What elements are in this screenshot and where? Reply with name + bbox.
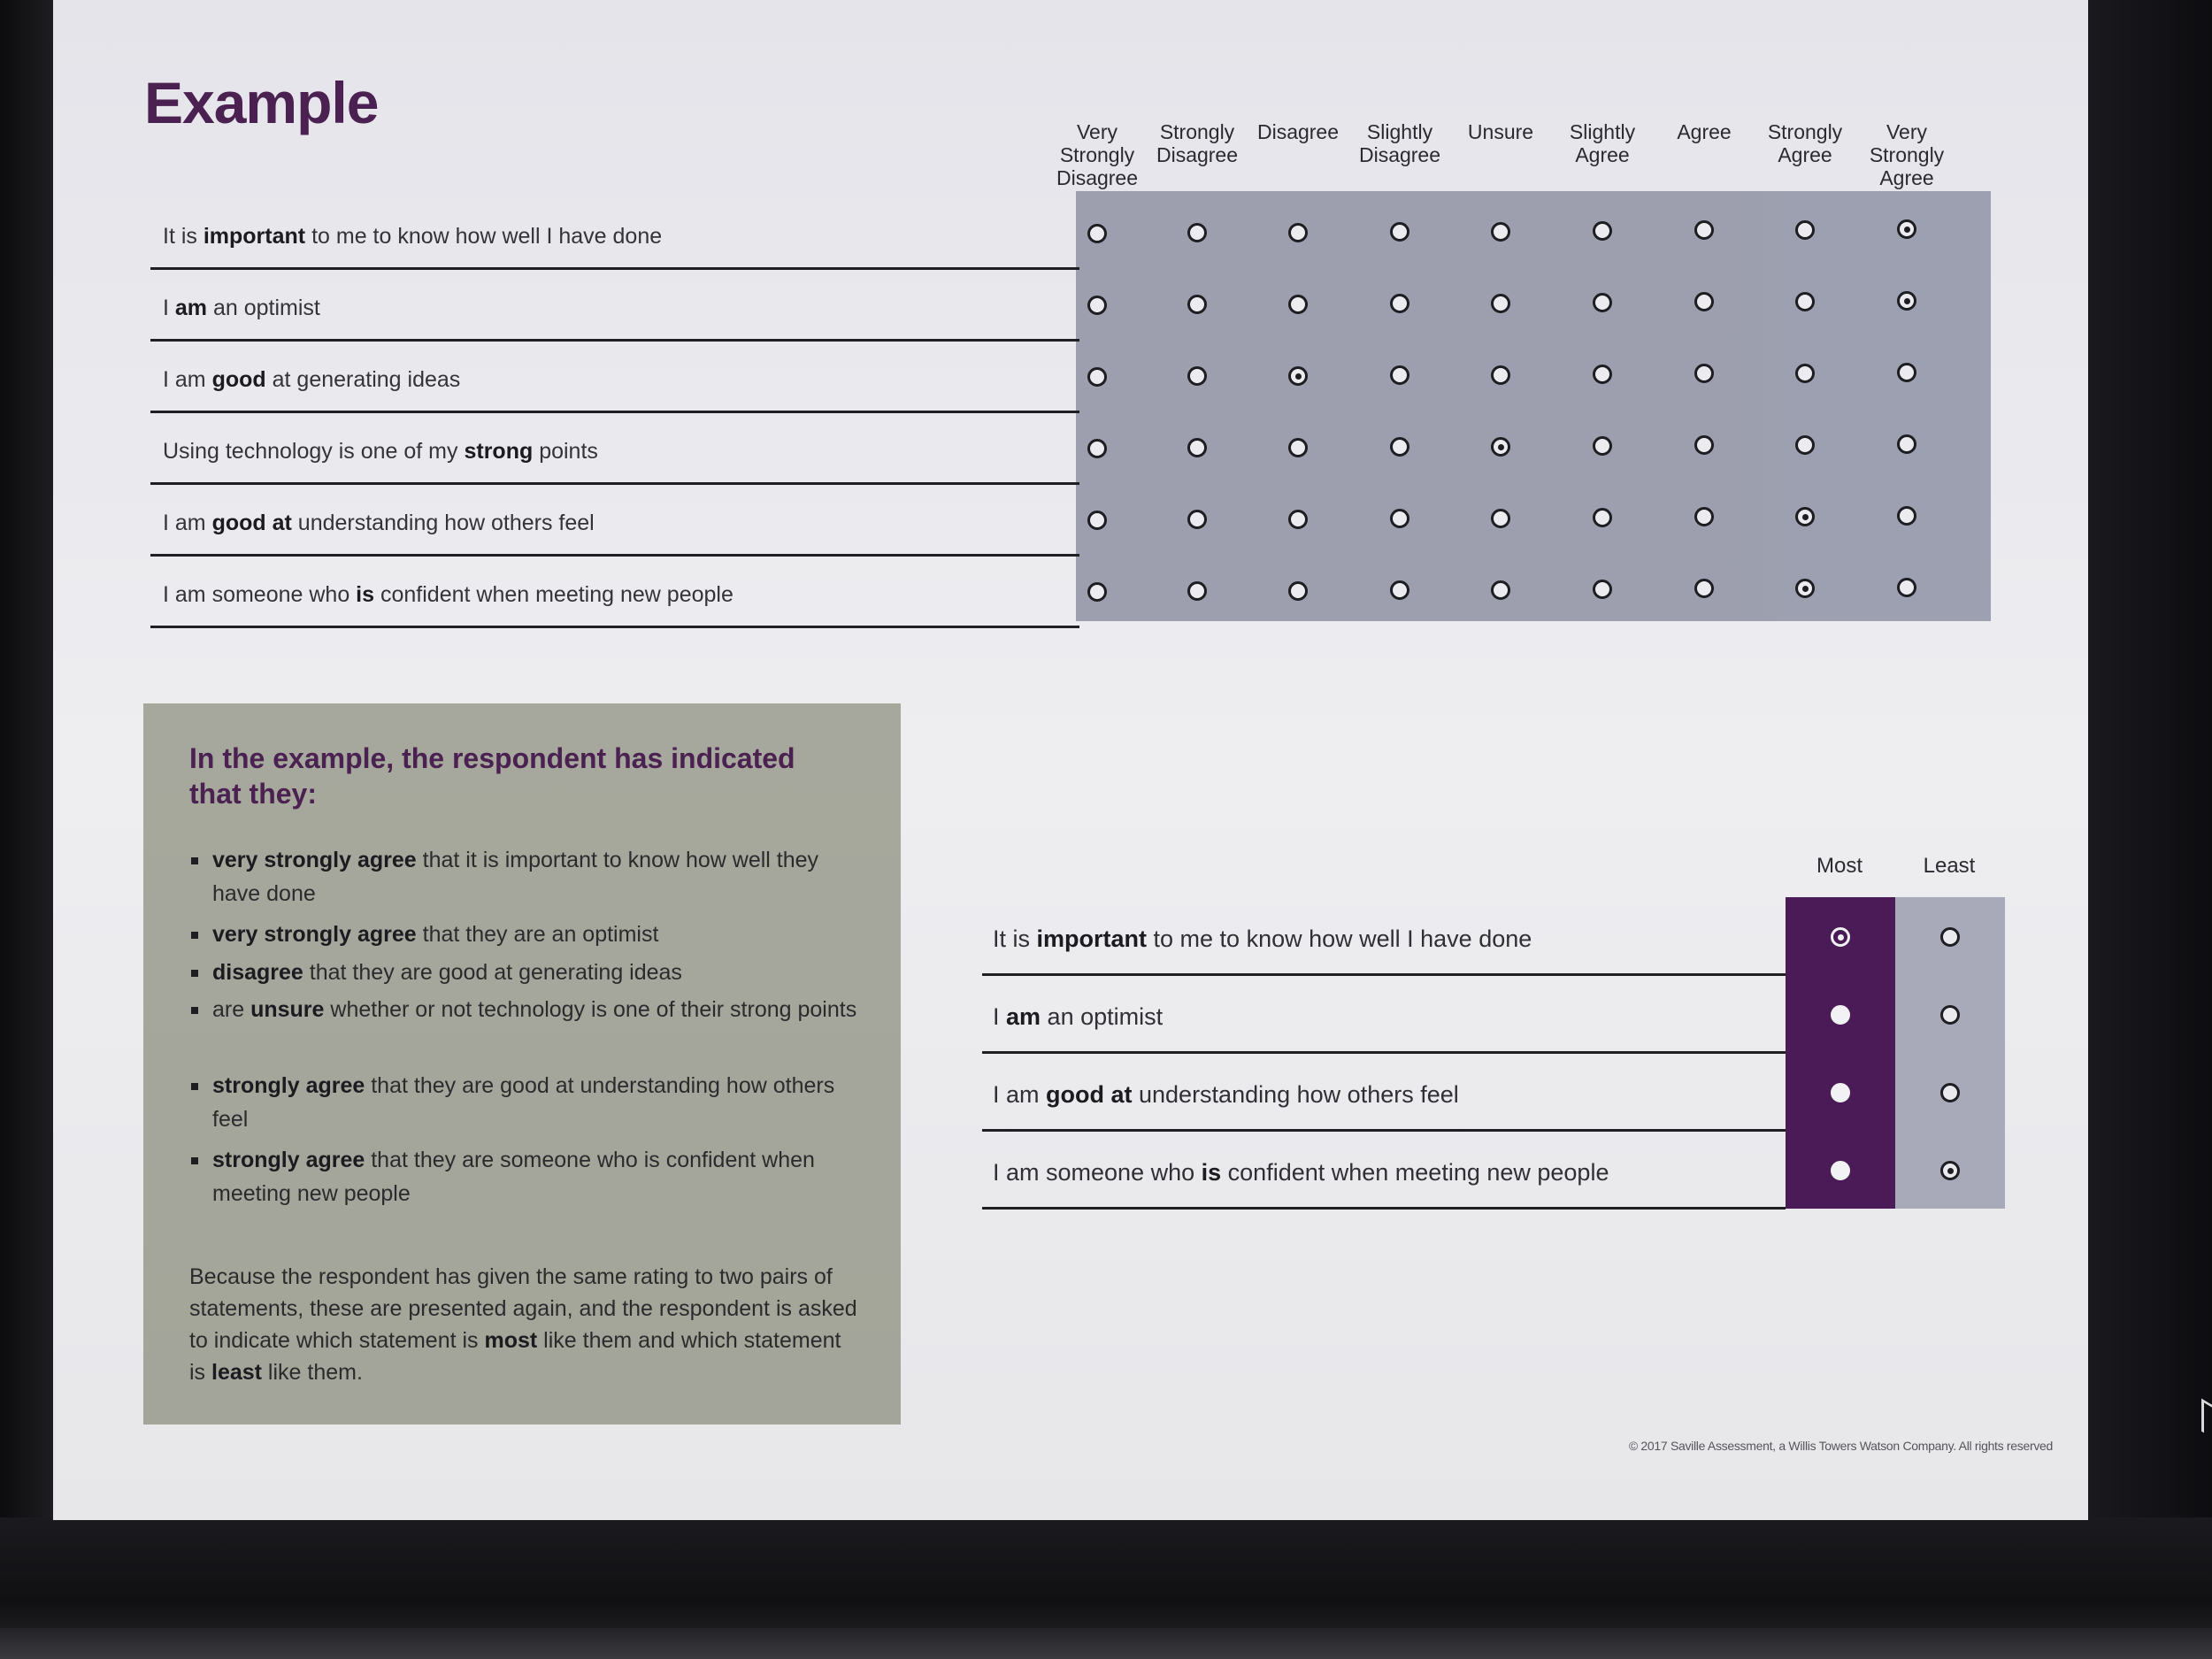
rating-radio-selected[interactable] — [1795, 507, 1815, 526]
explanation-bullet — [212, 1069, 858, 1136]
explanation-heading: In the example, the respondent has indicated that they: — [189, 742, 795, 810]
summary-part-3: like them. — [261, 1360, 363, 1385]
least-radio-selected[interactable] — [1940, 1161, 1960, 1180]
statement-text — [163, 582, 733, 608]
explanation-panel — [143, 703, 901, 1425]
rating-radio[interactable] — [1288, 438, 1308, 457]
slide-screen — [53, 0, 2088, 1520]
statement-text-pre: I am — [163, 511, 212, 535]
bullet-text-bold: very strongly agree — [212, 848, 417, 872]
scale-header-5: Unsure — [1467, 120, 1534, 143]
bullet-text-bold: strongly agree — [212, 1073, 365, 1098]
bullet-text-bold: disagree — [212, 960, 303, 985]
statement-text-post: confident when meeting new people — [374, 582, 733, 607]
most-least-row-text — [993, 926, 1532, 953]
statement-text — [163, 511, 595, 536]
least-column-header: Least — [1923, 854, 1976, 878]
bullet-text-bold: unsure — [250, 997, 325, 1022]
bullet-text-rest: that they are good at generating ideas — [303, 960, 682, 985]
most-least-row — [982, 897, 1786, 976]
explanation-bullet — [212, 956, 858, 989]
bullet-text-rest: whether or not technology is one of their strong points — [324, 997, 857, 1022]
rating-radio[interactable] — [1087, 224, 1107, 243]
least-radio[interactable] — [1940, 1083, 1960, 1102]
scale-header-4: Slightly Disagree — [1358, 120, 1441, 166]
rating-radio[interactable] — [1288, 581, 1308, 601]
row-text-post: an optimist — [1041, 1003, 1164, 1030]
summary-part-2: like them and which statement is — [189, 1328, 841, 1385]
rating-radio[interactable] — [1593, 436, 1612, 456]
bullet-text-bold: very strongly agree — [212, 922, 417, 947]
statement-row — [150, 339, 1079, 413]
row-text-post: understanding how others feel — [1132, 1081, 1459, 1108]
most-radio[interactable] — [1831, 1161, 1850, 1180]
rating-radio[interactable] — [1795, 292, 1815, 311]
statement-text-pre: I am someone who — [163, 582, 357, 607]
most-least-row-text — [993, 1003, 1163, 1031]
explanation-bullet — [212, 1143, 858, 1210]
rating-radio[interactable] — [1288, 510, 1308, 529]
statement-text-post: to me to know how well I have done — [305, 224, 663, 249]
most-radio[interactable] — [1831, 1005, 1850, 1025]
rating-radio[interactable] — [1491, 294, 1510, 313]
statement-row — [150, 554, 1079, 628]
row-text-bold: am — [1006, 1003, 1041, 1030]
most-least-row — [982, 1053, 1786, 1132]
rating-radio[interactable] — [1087, 439, 1107, 458]
summary-bold-most: most — [484, 1328, 538, 1353]
statement-text — [163, 367, 460, 393]
monitor-stand-edge — [0, 1628, 2212, 1659]
statement-text — [163, 439, 598, 465]
statement-row — [150, 482, 1079, 557]
explanation-bullet — [212, 993, 858, 1026]
scale-header-1: Very Strongly Disagree — [1056, 120, 1139, 189]
rating-grid-background — [1076, 191, 1991, 621]
most-least-row — [982, 1131, 1786, 1210]
rating-radio[interactable] — [1593, 580, 1612, 599]
statement-text-bold: am — [174, 296, 208, 320]
statement-row — [150, 196, 1079, 270]
rating-radio[interactable] — [1593, 221, 1612, 241]
statement-text-pre: It is — [163, 224, 204, 249]
statement-text-post: at generating ideas — [265, 367, 461, 392]
statement-text-post: understanding how others feel — [291, 511, 595, 535]
rating-radio[interactable] — [1491, 222, 1510, 242]
bullet-text-rest: that they are good at understanding how others feel — [212, 1073, 835, 1132]
least-radio[interactable] — [1940, 927, 1960, 947]
scale-header-9: Very Strongly Agree — [1869, 120, 1945, 189]
rating-radio[interactable] — [1795, 364, 1815, 383]
statement-text-bold: is — [356, 582, 375, 607]
statement-text-post: an optimist — [207, 296, 320, 320]
row-text-pre: It is — [993, 926, 1037, 952]
rating-radio[interactable] — [1087, 511, 1107, 530]
monitor-bezel-right — [2086, 0, 2212, 1522]
rating-radio-selected[interactable] — [1288, 366, 1308, 386]
most-least-row-text — [993, 1159, 1609, 1187]
bullet-text-rest: that they are an optimist — [416, 922, 659, 947]
scale-header-8: Strongly Agree — [1767, 120, 1843, 166]
page-title: Example — [144, 70, 379, 135]
bullet-text-pre: are — [212, 997, 251, 1022]
most-radio-selected[interactable] — [1831, 927, 1850, 947]
summary-part-1: Because the respondent has given the same rating to two pairs of statements, these are presented again, and the respondent is asked to indicate which statement is — [189, 1264, 857, 1353]
row-text-post: to me to know how well I have done — [1147, 926, 1532, 952]
statement-text-pre: I — [163, 296, 175, 320]
row-text-bold: important — [1036, 926, 1148, 952]
rating-radio[interactable] — [1087, 367, 1107, 387]
scale-header-7: Agree — [1677, 120, 1732, 143]
summary-bold-least: least — [211, 1360, 262, 1385]
rating-radio[interactable] — [1491, 509, 1510, 528]
explanation-bullet — [212, 918, 858, 951]
statement-text-bold: important — [203, 224, 306, 249]
rating-radio[interactable] — [1087, 582, 1107, 602]
row-text-bold: good at — [1046, 1081, 1133, 1108]
most-column-header: Most — [1816, 854, 1863, 878]
rating-radio[interactable] — [1087, 296, 1107, 315]
rating-radio[interactable] — [1795, 220, 1815, 240]
rating-radio[interactable] — [1288, 223, 1308, 242]
row-text-post: confident when meeting new people — [1221, 1159, 1609, 1186]
row-text-pre: I am someone who — [993, 1159, 1202, 1186]
bullet-text-rest: that it is important to know how well they have done — [212, 848, 819, 906]
bullet-text-bold: strongly agree — [212, 1148, 365, 1172]
scale-header-2: Strongly Disagree — [1156, 120, 1239, 166]
most-radio[interactable] — [1831, 1083, 1850, 1102]
statement-text — [163, 224, 662, 250]
statement-row — [150, 411, 1079, 485]
row-text-pre: I am — [993, 1081, 1047, 1108]
rating-radio[interactable] — [1288, 295, 1308, 314]
statement-text-bold: strong — [464, 439, 534, 464]
copyright-footer: © 2017 Saville Assessment, a Willis Towers Watson Company. All rights reserved — [1628, 1439, 2053, 1453]
row-text-pre: I — [993, 1003, 1007, 1030]
rating-radio[interactable] — [1593, 293, 1612, 312]
least-radio[interactable] — [1940, 1005, 1960, 1025]
rating-radio[interactable] — [1491, 365, 1510, 385]
monitor-bezel-left — [0, 0, 55, 1522]
explanation-bullet — [212, 843, 858, 910]
row-text-bold: is — [1201, 1159, 1222, 1186]
most-least-row — [982, 975, 1786, 1054]
statement-text-post: points — [533, 439, 598, 464]
rating-radio-selected[interactable] — [1491, 437, 1510, 457]
rating-radio[interactable] — [1593, 508, 1612, 527]
statement-text-bold: good — [211, 367, 266, 392]
statement-text — [163, 296, 320, 321]
rating-radio-selected[interactable] — [1795, 579, 1815, 598]
rating-radio[interactable] — [1795, 435, 1815, 455]
statement-row — [150, 267, 1079, 342]
rating-radio[interactable] — [1491, 580, 1510, 600]
statement-text-pre: I am — [163, 367, 212, 392]
scale-header-3: Disagree — [1256, 120, 1340, 143]
statement-text-bold: good at — [211, 511, 292, 535]
rating-radio[interactable] — [1593, 365, 1612, 384]
statement-text-pre: Using technology is one of my — [163, 439, 465, 464]
most-least-row-text — [993, 1081, 1459, 1109]
bullet-text-rest: that they are someone who is confident when meeting new people — [212, 1148, 815, 1206]
explanation-summary — [189, 1261, 862, 1388]
scale-header-6: Slightly Agree — [1569, 120, 1636, 166]
